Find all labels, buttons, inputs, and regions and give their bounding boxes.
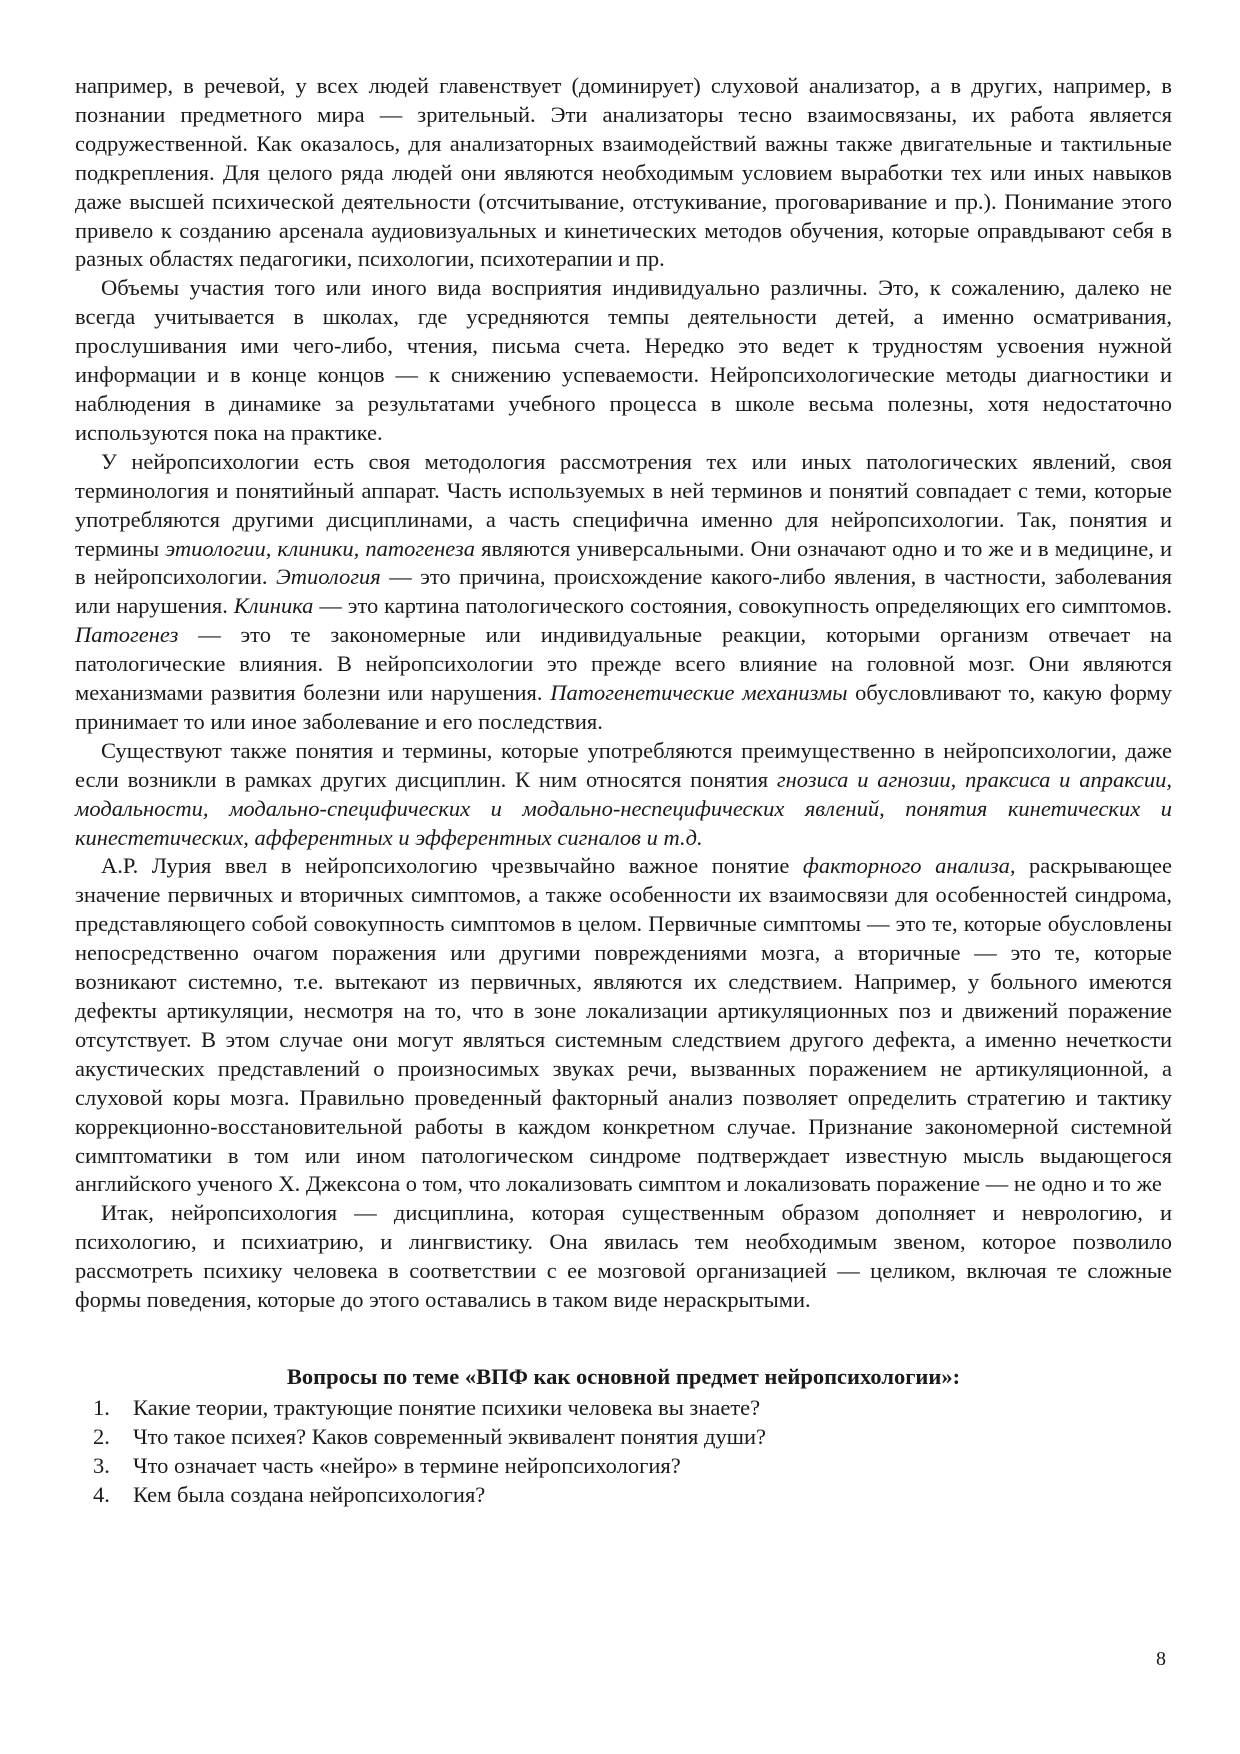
paragraph	[75, 448, 1172, 737]
paragraph	[75, 852, 1172, 1199]
paragraph	[75, 1199, 1172, 1315]
paragraph-text: Итак, нейропсихология — дисциплина, которая существенным образом дополняет и неврологию, и психологию, и психиатрию, и лингвистику. Она явилась тем необходимым звеном, которое позволило рассмотреть психику человека в соответствии с ее мозговой организацией — целиком, включая те сложные формы поведения, которые до этого оставались в таком виде нераскрытыми.	[75, 1200, 1172, 1313]
body-text	[75, 72, 1172, 1315]
list-item	[75, 1452, 1172, 1481]
paragraph-text: например, в речевой, у всех людей главенствует (доминирует) слуховой анализатор, а в других, например, в познании предметного мира — зрительный. Эти анализаторы тесно взаимосвязаны, их работа является содружественной. Как оказалось, для анализаторных взаимодействий важны также двигательные и тактильные подкрепления. Для целого ряда людей они являются необходимым условием выработки тех или иных навыков даже высшей психической деятельности (отсчитывание, отстукивание, проговаривание и пр.). Понимание этого привело к созданию арсенала аудиовизуальных и кинетических методов обучения, которые оправдывают себя в разных областях педагогики, психологии, психотерапии и пр.	[75, 73, 1172, 272]
italic-term: Патогенез	[75, 622, 179, 648]
italic-term: Клиника	[233, 593, 314, 619]
list-item-number: 4.	[93, 1481, 110, 1507]
paragraph-text: являются универсальными. Они означают одно и то же и в медицине, и в нейропсихологии.	[75, 535, 1173, 590]
paragraph-text: раскрывающее значение первичных и вторичных симптомов, а также особенности их взаимосвязи для особенностей синдрома, представляющего собой совокупность симптомов в целом. Первичные симптомы — это те, которые обусловлены непосредственно очагом поражения или другими повреждениями мозга, а вторичные — это те, которые возникают системно, т.е. вытекают из первичных, являются их следствием. Например, у больного имеются дефекты артикуляции, несмотря на то, что в зоне локализации артикуляционных поз и движений поражение отсутствует. В этом случае они могут являться системным следствием другого дефекта, а именно нечеткости акустических представлений о произносимых звуках речи, вызванных поражением не артикуляционной, а слуховой коры мозга. Правильно проведенный факторный анализ позволяет определить стратегию и тактику коррекционно-восстановительной работы в каждом конкретном случае. Признание закономерной системной симптоматики в том или ином патологическом синдроме подтверждает известную мысль выдающегося английского ученого X. Джексона о том, что локализовать симптом и локализовать поражение — не одно и то же	[75, 853, 1172, 1197]
paragraph-text: Существуют также понятия и термины, которые употребляются преимущественно в нейропсихологии, даже если возникли в рамках других дисциплин. К ним относятся понятия	[75, 737, 1172, 792]
list-item-number: 2.	[93, 1423, 110, 1449]
page-number: 8	[1156, 1648, 1166, 1670]
questions-list	[75, 1394, 1172, 1510]
list-item-text: Какие теории, трактующие понятие психики человека вы знаете?	[133, 1394, 761, 1420]
paragraph-text: — это картина патологического состояния, совокупность определяющих его симптомов.	[313, 593, 1172, 619]
list-item-text: Кем была создана нейропсихология?	[133, 1481, 486, 1507]
document-page	[75, 72, 1172, 1510]
paragraph-text: Объемы участия того или иного вида восприятия индивидуально различны. Это, к сожалению, далеко не всегда учитывается в школах, где усредняются темпы деятельности детей, а именно осматривания, прослушивания ими чего-либо, чтения, письма счета. Нередко это ведет к трудностям усвоения нужной информации и в конце концов — к снижению успеваемости. Нейропсихологические методы диагностики и наблюдения в динамике за результатами учебного процесса в школе весьма полезны, хотя недостаточно используются пока на практике.	[75, 275, 1172, 445]
list-item-number: 1.	[93, 1394, 110, 1420]
italic-term: Патогенетические механизмы	[550, 680, 848, 706]
list-item	[75, 1394, 1172, 1423]
list-item-number: 3.	[93, 1452, 110, 1478]
paragraph	[75, 72, 1172, 274]
paragraph-text: — это причина, происхождение какого-либо явления, в частности, заболевания или нарушения.	[75, 564, 1172, 619]
paragraph	[75, 737, 1172, 853]
list-item	[75, 1423, 1172, 1452]
italic-term: этиологии, клиники, патогенеза	[165, 535, 476, 561]
italic-term: гнозиса и агнозии, праксиса и апраксии, модальности, модально-специфических и модально-неспецифических явлений, понятия кинетических и кинестетических, афферентных и эфферентных сигналов и т.д.	[75, 766, 1172, 850]
italic-term: Этиология	[275, 564, 381, 590]
list-item-text: Что означает часть «нейро» в термине нейропсихология?	[133, 1452, 681, 1478]
questions-heading: Вопросы по теме «ВПФ как основной предмет нейропсихологии»:	[286, 1363, 961, 1389]
paragraph-text: — это те закономерные или индивидуальные реакции, которыми организм отвечает на патологические влияния. В нейропсихологии это прежде всего влияние на головной мозг. Они являются механизмами развития болезни или нарушения.	[75, 622, 1172, 706]
list-item-text: Что такое психея? Каков современный эквивалент понятия души?	[133, 1423, 766, 1449]
list-item	[75, 1481, 1172, 1510]
paragraph-text: обусловливают то, какую форму принимает то или иное заболевание и его последствия.	[75, 680, 1172, 734]
paragraph-text: А.Р. Лурия ввел в нейропсихологию чрезвычайно важное понятие	[101, 853, 803, 879]
paragraph-text: У нейропсихологии есть своя методология рассмотрения тех или иных патологических явлений, своя терминология и понятийный аппарат. Часть используемых в ней терминов и понятий совпадает с теми, которые употребляются другими дисциплинами, а часть специфична именно для нейропсихологии. Так, понятия и термины	[75, 448, 1172, 561]
paragraph	[75, 274, 1172, 447]
italic-term: факторного анализа,	[802, 853, 1016, 879]
